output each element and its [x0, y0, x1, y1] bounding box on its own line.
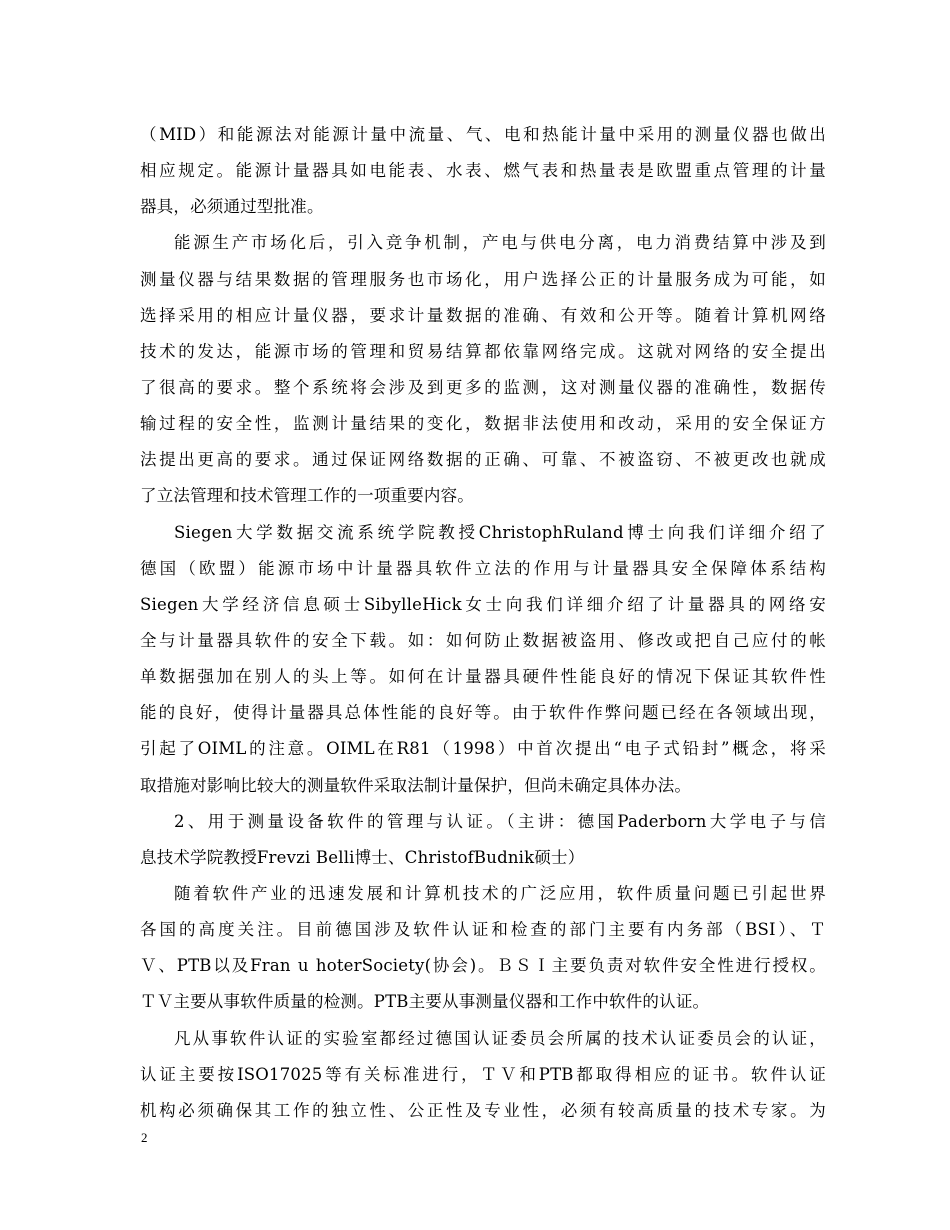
paragraph-start-line: 随着软件产业的迅速发展和计算机技术的广泛应用，软件质量问题已引起世界: [174, 883, 826, 903]
text-line: 各国的高度关注。目前德国涉及软件认证和检查的部门主要有内务部（BSI）、Ｔ: [140, 920, 826, 940]
paragraph-start-line: Siegen大学数据交流系统学院教授ChristophRuland博士向我们详细介绍了: [174, 522, 826, 542]
text-line: 认证主要按ISO17025等有关标准进行，ＴＶ和PTB都取得相应的证书。软件认证: [140, 1064, 826, 1084]
text-line: 选择采用的相应计量仪器，要求计量数据的准确、有效和公开等。随着计算机网络: [140, 305, 826, 325]
document-body: [140, 117, 826, 1129]
text-line: 技术的发达，能源市场的管理和贸易结算都依靠网络完成。这就对网络的安全提出: [140, 341, 826, 361]
text-line: 测量仪器与结果数据的管理服务也市场化，用户选择公正的计量服务成为可能，如: [140, 269, 826, 289]
text-line: ＴＶ主要从事软件质量的检测。PTB主要从事测量仪器和工作中软件的认证。: [140, 992, 710, 1012]
section-heading-line: 2、用于测量设备软件的管理与认证。（主讲：德国Paderborn大学电子与信: [174, 811, 826, 831]
page-number: 2: [141, 1130, 148, 1145]
text-line: 息技术学院教授Frevzi Belli博士、ChristofBudnik硕士）: [140, 847, 585, 867]
text-line: 引起了OIML的注意。OIML在R81（1998）中首次提出“电子式铅封”概念，将采: [140, 739, 826, 759]
text-line: 全与计量器具软件的安全下载。如：如何防止数据被盗用、修改或把自己应付的帐: [140, 630, 826, 650]
text-line: 取措施对影响比较大的测量软件采取法制计量保护，但尚未确定具体办法。: [140, 775, 692, 795]
text-line: 机构必须确保其工作的独立性、公正性及专业性，必须有较高质量的技术专家。为: [140, 1100, 826, 1120]
text-line: 德国（欧盟）能源市场中计量器具软件立法的作用与计量器具安全保障体系结构: [140, 558, 826, 578]
text-line: 了很高的要求。整个系统将会涉及到更多的监测，这对测量仪器的准确性，数据传: [140, 377, 826, 397]
paragraph-start-line: 能源生产市场化后，引入竞争机制，产电与供电分离，电力消费结算中涉及到: [174, 233, 826, 253]
paragraph-start-line: 凡从事软件认证的实验室都经过德国认证委员会所属的技术认证委员会的认证，: [174, 1028, 826, 1048]
text-line: 相应规定。能源计量器具如电能表、水表、燃气表和热量表是欧盟重点管理的计量: [140, 161, 826, 181]
text-line: 输过程的安全性，监测计量结果的变化，数据非法使用和改动，采用的安全保证方: [140, 414, 826, 434]
text-line: 能的良好，使得计量器具总体性能的良好等。由于软件作弊问题已经在各领域出现，: [140, 703, 826, 723]
text-line: Siegen大学经济信息硕士SibylleHick女士向我们详细介绍了计量器具的网络安: [140, 594, 826, 614]
text-line: （MID）和能源法对能源计量中流量、气、电和热能计量中采用的测量仪器也做出: [140, 125, 826, 144]
text-line: 单数据强加在别人的头上等。如何在计量器具硬件性能良好的情况下保证其软件性: [140, 667, 826, 687]
text-line: 法提出更高的要求。通过保证网络数据的正确、可靠、不被盗窃、不被更改也就成: [140, 450, 826, 470]
text-line: 了立法管理和技术管理工作的一项重要内容。: [140, 486, 474, 506]
text-line: Ｖ、PTB以及Fran u hoterSociety(协会)。ＢＳＩ主要负责对软件安全性进行授权。: [140, 956, 826, 976]
text-line: 器具，必须通过型批准。: [140, 197, 324, 217]
